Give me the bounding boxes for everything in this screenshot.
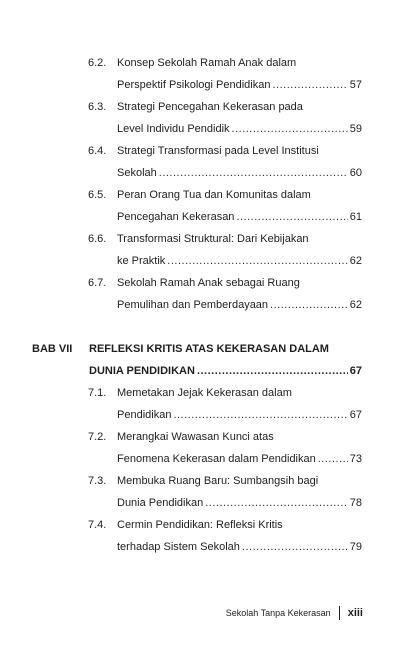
toc-entry-title-cont: Sekolah	[117, 167, 157, 179]
toc-entry-title: Peran Orang Tua dan Komunitas dalam	[117, 189, 311, 201]
toc-entry-page: 59	[349, 123, 362, 135]
toc-entry-number: 6.4.	[88, 145, 107, 157]
chapter-page: 67	[349, 365, 362, 377]
toc-entry-page: 67	[349, 409, 362, 421]
toc-entry-title: Sekolah Ramah Anak sebagai Ruang	[117, 277, 300, 289]
page-footer	[226, 604, 363, 622]
toc-entry-page: 62	[349, 299, 362, 311]
toc-entry-title-cont: Pendidikan	[117, 409, 172, 421]
page-number: xiii	[347, 607, 363, 619]
toc-entry-page: 62	[349, 255, 362, 267]
toc-entry-number: 7.3.	[88, 475, 107, 487]
toc-entry-number: 6.5.	[88, 189, 107, 201]
toc-entry-title-cont: terhadap Sistem Sekolah	[117, 541, 240, 553]
toc-entry-number: 7.2.	[88, 431, 107, 443]
toc-entry-title: Cermin Pendidikan: Refleksi Kritis	[117, 519, 283, 531]
toc-entry-page: 78	[349, 497, 362, 509]
toc-entry-number: 6.6.	[88, 233, 107, 245]
dot-leader	[197, 363, 348, 379]
toc-entry-title: Strategi Pencegahan Kekerasan pada	[117, 101, 303, 113]
dot-leader	[167, 253, 347, 269]
chapter-title: REFLEKSI KRITIS ATAS KEKERASAN DALAM	[89, 343, 329, 355]
toc-entry-number: 6.2.	[88, 57, 107, 69]
toc-entry-title-cont: Dunia Pendidikan	[117, 497, 204, 509]
toc-entry-title: Transformasi Struktural: Dari Kebijakan	[117, 233, 309, 245]
dot-leader	[232, 121, 348, 137]
toc-entry-number: 6.7.	[88, 277, 107, 289]
dot-leader	[159, 165, 348, 181]
toc-entry-title: Konsep Sekolah Ramah Anak dalam	[117, 57, 297, 69]
dot-leader	[272, 77, 347, 93]
toc-entry-number: 7.4.	[88, 519, 107, 531]
dot-leader	[173, 407, 347, 423]
toc-entry-title-cont: ke Praktik	[117, 255, 166, 267]
toc-entry-page: 60	[349, 167, 362, 179]
running-title: Sekolah Tanpa Kekerasan	[225, 608, 331, 618]
toc-entry-title-cont: Perspektif Psikologi Pendidikan	[117, 79, 271, 91]
dot-leader	[242, 539, 348, 555]
toc-entry-page: 79	[349, 541, 362, 553]
dot-leader	[236, 209, 347, 225]
toc-entry-number: 6.3.	[88, 101, 107, 113]
dot-leader	[318, 451, 348, 467]
toc-entry-title: Merangkai Wawasan Kunci atas	[117, 431, 274, 443]
toc-entry-page: 73	[349, 453, 362, 465]
dot-leader	[270, 297, 348, 313]
toc-entry-title-cont: Level Individu Pendidik	[117, 123, 230, 135]
toc-entry-title: Memetakan Jejak Kekerasan dalam	[117, 387, 292, 399]
toc-entry-page: 61	[349, 211, 362, 223]
toc-entry-title-cont: Pemulihan dan Pemberdayaan	[117, 299, 269, 311]
toc-entry-page: 57	[349, 79, 362, 91]
toc-entry-title-cont: Pencegahan Kekerasan	[117, 211, 235, 223]
chapter-label: BAB VII	[32, 343, 73, 355]
chapter-title-cont: DUNIA PENDIDIKAN	[89, 365, 195, 377]
footer-divider	[339, 606, 340, 620]
dot-leader	[205, 495, 348, 511]
toc-entry-title: Strategi Transformasi pada Level Institusi	[117, 145, 319, 157]
toc-entry-title-cont: Fenomena Kekerasan dalam Pendidikan	[117, 453, 316, 465]
toc-entry-title: Membuka Ruang Baru: Sumbangsih bagi	[117, 475, 319, 487]
toc-entry-number: 7.1.	[88, 387, 107, 399]
